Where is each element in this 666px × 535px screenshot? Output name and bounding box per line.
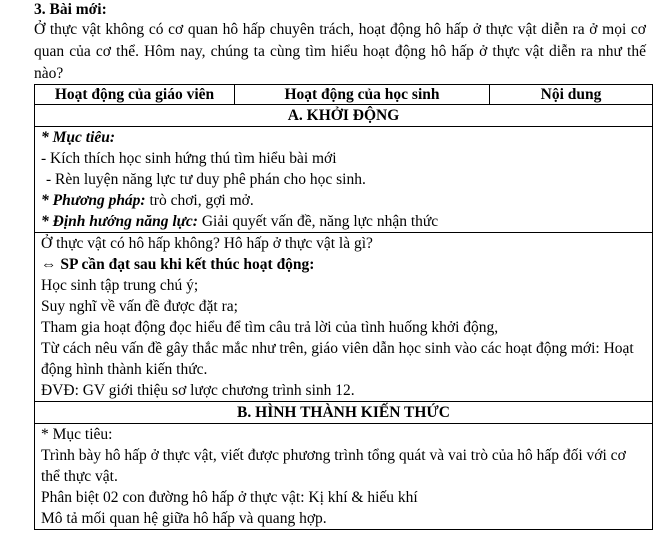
section-a-goals-row [35, 127, 653, 233]
section-b-goals-cell [35, 424, 653, 530]
dinh-huong-line [41, 211, 646, 232]
section-a-goals-cell [35, 127, 653, 233]
section-b-goals-row [35, 424, 653, 530]
sp-label: ⇔ SP cần đạt sau khi kết thúc hoạt động: [41, 256, 315, 273]
sp-item: Tham gia hoạt động đọc hiểu để tìm câu trả lời của tình huống khởi động, [41, 319, 499, 336]
sp-item: Học sinh tập trung chú ý; [41, 277, 199, 294]
header-teacher: Hoạt động của giáo viên [35, 85, 235, 105]
section-b-title: B. HÌNH THÀNH KIẾN THỨC [35, 402, 653, 424]
section-a-title-row [35, 105, 653, 127]
section-b-item: Mô tả mối quan hệ giữa hô hấp và quang hợp. [41, 510, 327, 527]
header-content: Nội dung [490, 85, 653, 105]
section-a-activity-row [35, 233, 653, 402]
lesson-table [34, 84, 653, 530]
sp-item: ĐVĐ: GV giới thiệu sơ lược chương trình sinh 12. [41, 382, 355, 399]
dinh-huong-value: Giải quyết vấn đề, năng lực nhận thức [197, 213, 439, 230]
section-b-title-row [35, 402, 653, 424]
header-student: Hoạt động của học sinh [235, 85, 490, 105]
muc-tieu-item: - Rèn luyện năng lực tư duy phê phán cho học sinh. [46, 171, 366, 188]
table-header-row [35, 85, 653, 105]
section-a-title: A. KHỞI ĐỘNG [35, 105, 653, 127]
section-a-activity-cell [35, 233, 653, 402]
section-b-item: Phân biệt 02 con đường hô hấp ở thực vật: Kị khí & hiếu khí [41, 489, 418, 506]
phuong-phap-value: trò chơi, gợi mở. [145, 192, 254, 209]
muc-tieu-item: - Kích thích học sinh hứng thú tìm hiểu bài mới [41, 150, 337, 167]
phuong-phap-line [41, 190, 646, 211]
phuong-phap-label: * Phương pháp: [41, 192, 146, 209]
sp-item: Từ cách nêu vấn đề gây thắc mắc như trên, giáo viên dẫn học sinh vào các hoạt động mới: Hoạt động hình thành kiến thức. [41, 340, 634, 378]
muc-tieu-label: * Mục tiêu: [41, 129, 116, 146]
sp-item: Suy nghĩ về vấn đề được đặt ra; [41, 298, 238, 315]
section-b-muc-tieu-label: * Mục tiêu: [41, 426, 113, 443]
intro-paragraph: Ở thực vật không có cơ quan hô hấp chuyên trách, hoạt động hô hấp ở thực vật diễn ra ở mọi cơ quan của cơ thể. Hôm nay, chúng ta cùng tìm hiểu hoạt động hô hấp ở thực vật diễn ra như thế nào? [34, 21, 646, 82]
dinh-huong-label: * Định hướng năng lực: [41, 213, 198, 230]
section-b-item: Trình bày hô hấp ở thực vật, viết được phương trình tổng quát và vai trò của hô hấp đối với cơ thể thực vật. [41, 447, 626, 485]
section-heading: 3. Bài mới: [34, 1, 107, 18]
question-line: Ở thực vật có hô hấp không? Hô hấp ở thực vật là gì? [41, 235, 373, 252]
